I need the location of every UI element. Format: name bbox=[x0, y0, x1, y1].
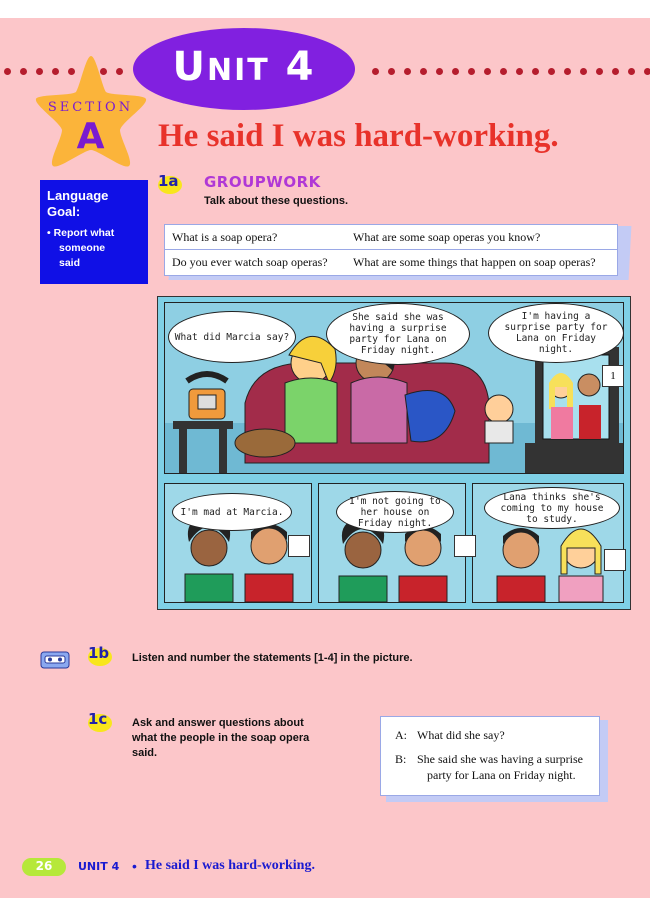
questions-divider bbox=[165, 249, 617, 250]
footer-title: He said I was hard-working. bbox=[145, 858, 315, 873]
speech-bubble-3: I'm having a surprise party for Lana on Friday night. bbox=[488, 303, 624, 363]
comic-strip bbox=[157, 296, 631, 610]
page-title: He said I was hard-working. bbox=[158, 118, 559, 154]
page-number: 26 bbox=[35, 859, 53, 873]
border-dot bbox=[20, 68, 27, 75]
page bbox=[0, 18, 650, 898]
badge-1c: 1c bbox=[88, 710, 108, 728]
groupwork-heading: GROUPWORK bbox=[204, 173, 321, 191]
dialogue-box bbox=[380, 716, 600, 796]
instruction-1a: Talk about these questions. bbox=[204, 195, 349, 207]
speech-bubble-1: What did Marcia say? bbox=[168, 311, 296, 363]
border-dot bbox=[468, 68, 475, 75]
speech-bubble-6: Lana thinks she's coming to my house to study. bbox=[484, 487, 620, 529]
number-box-4 bbox=[604, 549, 626, 571]
footer-unit: UNIT 4 bbox=[78, 860, 120, 873]
border-dot bbox=[548, 68, 555, 75]
instruction-1c: Ask and answer questions about what the people in the soap opera said. bbox=[132, 717, 310, 759]
number-box-2 bbox=[288, 535, 310, 557]
instruction-1b: Listen and number the statements [1-4] in the picture. bbox=[132, 652, 413, 664]
question-4: What are some things that happen on soap operas? bbox=[353, 255, 596, 269]
badge-1a: 1a bbox=[158, 172, 179, 190]
question-1: What is a soap opera? bbox=[172, 230, 278, 244]
section-letter: A bbox=[76, 116, 105, 157]
footer-bullet: • bbox=[132, 858, 137, 874]
border-dot bbox=[452, 68, 459, 75]
speaker-a: A: bbox=[395, 728, 407, 742]
border-dot bbox=[580, 68, 587, 75]
border-dot bbox=[404, 68, 411, 75]
speech-bubble-2: She said she was having a surprise party for Lana on Friday night. bbox=[326, 303, 470, 365]
border-dot bbox=[564, 68, 571, 75]
border-dot bbox=[500, 68, 507, 75]
section-word: SECTION bbox=[47, 100, 134, 115]
cassette-icon[interactable] bbox=[40, 650, 70, 670]
border-dot bbox=[388, 68, 395, 75]
border-dot bbox=[420, 68, 427, 75]
question-3: Do you ever watch soap operas? bbox=[172, 255, 328, 269]
dialogue-line-a: What did she say? bbox=[417, 728, 505, 742]
border-dot bbox=[372, 68, 379, 75]
number-box-3 bbox=[454, 535, 476, 557]
badge-1b: 1b bbox=[88, 644, 110, 662]
language-goal-title: Language Goal: bbox=[47, 188, 109, 219]
number-box-1: 1 bbox=[602, 365, 624, 387]
border-dot bbox=[484, 68, 491, 75]
border-dot bbox=[516, 68, 523, 75]
language-goal-box bbox=[40, 180, 148, 284]
unit-title: UNIT 4 bbox=[172, 44, 316, 90]
speaker-b: B: bbox=[395, 752, 407, 766]
border-dot bbox=[628, 68, 635, 75]
border-dot bbox=[436, 68, 443, 75]
speech-bubble-4: I'm mad at Marcia. bbox=[172, 493, 292, 531]
questions-box bbox=[164, 224, 618, 276]
border-dot bbox=[612, 68, 619, 75]
speech-bubble-5: I'm not going to her house on Friday night. bbox=[336, 491, 454, 533]
dialogue-line-b: She said she was having a surprise party for Lana on Friday night. bbox=[417, 752, 583, 782]
border-dot bbox=[4, 68, 11, 75]
border-dot bbox=[596, 68, 603, 75]
language-goal-item: • Report what someone said bbox=[47, 227, 115, 269]
question-2: What are some soap operas you know? bbox=[353, 230, 541, 244]
border-dot bbox=[644, 68, 650, 75]
border-dot bbox=[532, 68, 539, 75]
